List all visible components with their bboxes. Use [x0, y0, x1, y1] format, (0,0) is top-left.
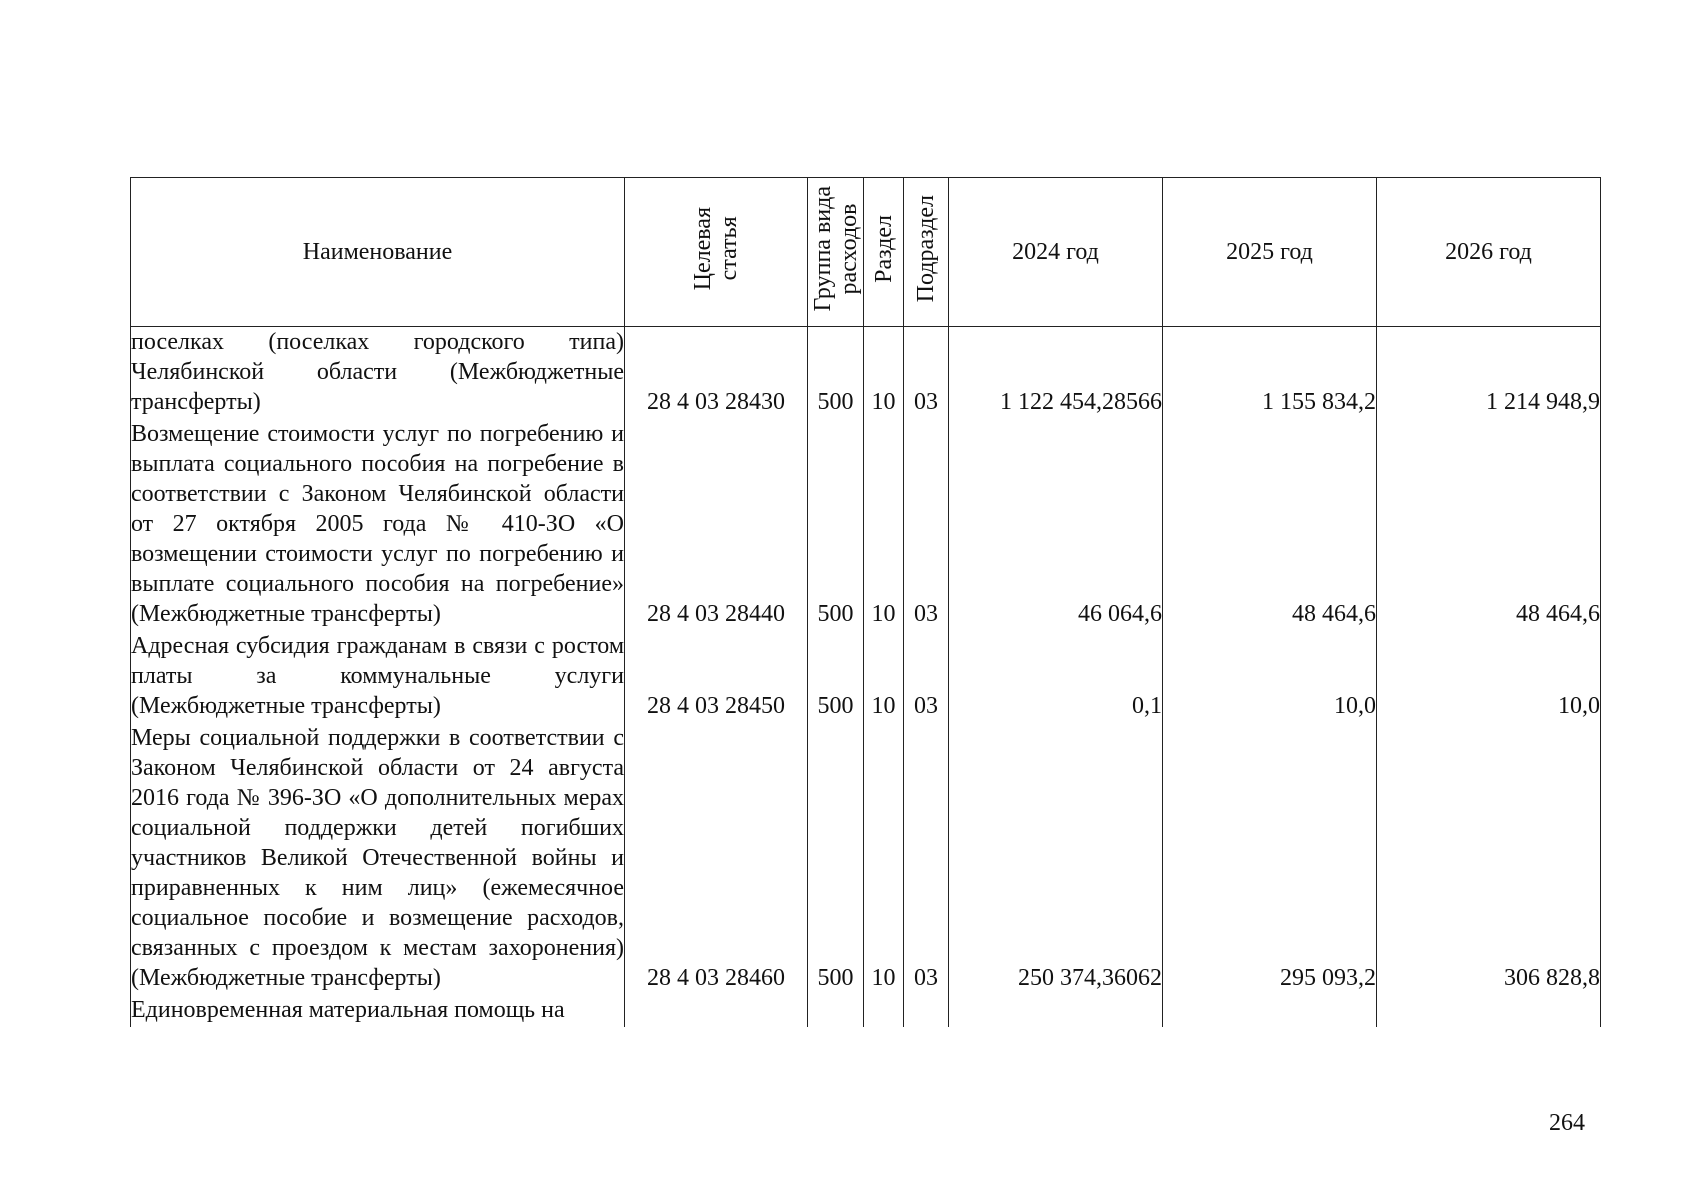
header-year-2024-label: 2024 год	[1012, 238, 1099, 265]
header-year-2026	[1377, 178, 1601, 327]
row-value-2024	[949, 995, 1163, 1027]
row-value-2024: 250 374,36062	[949, 723, 1163, 995]
header-subsection	[904, 178, 949, 327]
row-value-2026: 1 214 948,9	[1377, 327, 1601, 420]
row-name: поселках (поселках городского типа) Челябинской области (Межбюджетные трансферты)	[131, 327, 625, 420]
row-expense-group	[808, 995, 864, 1027]
row-section	[864, 995, 904, 1027]
row-expense-group: 500	[808, 419, 864, 631]
header-target-article-line2: статья	[716, 216, 742, 281]
row-target-article: 28 4 03 28460	[625, 723, 808, 995]
row-value-2024: 1 122 454,28566	[949, 327, 1163, 420]
header-section-label: Раздел	[870, 214, 897, 283]
row-value-2025: 48 464,6	[1163, 419, 1377, 631]
header-year-2025	[1163, 178, 1377, 327]
row-value-2025	[1163, 995, 1377, 1027]
header-year-2024	[949, 178, 1163, 327]
row-expense-group: 500	[808, 723, 864, 995]
header-expense-group-line1: Группа вида	[809, 185, 836, 312]
row-target-article: 28 4 03 28430	[625, 327, 808, 420]
table-header-row	[131, 178, 1601, 327]
row-subsection: 03	[904, 723, 949, 995]
row-name: Меры социальной поддержки в соответствии с Законом Челябинской области от 24 августа 2016 года № 396-ЗО «О дополнительных мерах социальной поддержки детей погибших участников Великой Отечественной войны и приравненных к ним лиц» (ежемесячное социальное пособие и возмещение расходов, связанных с проездом к местам захоронения) (Межбюджетные трансферты)	[131, 723, 625, 995]
row-subsection: 03	[904, 419, 949, 631]
header-name-label: Наименование	[302, 238, 453, 265]
row-section: 10	[864, 723, 904, 995]
row-value-2025: 1 155 834,2	[1163, 327, 1377, 420]
row-value-2024: 0,1	[949, 631, 1163, 723]
header-expense-group-label	[810, 186, 862, 311]
row-name: Единовременная материальная помощь на	[131, 995, 625, 1027]
row-target-article: 28 4 03 28440	[625, 419, 808, 631]
header-year-2025-label: 2025 год	[1226, 238, 1313, 265]
row-name: Возмещение стоимости услуг по погребению и выплата социального пособия на погребение в соответствии с Законом Челябинской области от 27 октября 2005 года № 410-ЗО «О возмещении стоимости услуг по погребению и выплате социального пособия на погребение» (Межбюджетные трансферты)	[131, 419, 625, 631]
row-target-article: 28 4 03 28450	[625, 631, 808, 723]
header-year-2026-label: 2026 год	[1445, 238, 1532, 265]
row-section: 10	[864, 419, 904, 631]
table-row	[131, 995, 1601, 1027]
row-value-2025: 10,0	[1163, 631, 1377, 723]
header-target-article	[625, 178, 808, 327]
table-row	[131, 419, 1601, 631]
row-value-2026: 10,0	[1377, 631, 1601, 723]
row-subsection: 03	[904, 327, 949, 420]
row-value-2026: 48 464,6	[1377, 419, 1601, 631]
row-expense-group: 500	[808, 327, 864, 420]
budget-table	[130, 177, 1601, 1027]
row-name: Адресная субсидия гражданам в связи с ростом платы за коммунальные услуги (Межбюджетные трансферты)	[131, 631, 625, 723]
header-target-article-label	[690, 207, 742, 290]
page-number: 264	[1549, 1110, 1585, 1136]
header-expense-group	[808, 178, 864, 327]
table-row	[131, 631, 1601, 723]
row-expense-group: 500	[808, 631, 864, 723]
header-name	[131, 178, 625, 327]
row-value-2024: 46 064,6	[949, 419, 1163, 631]
header-subsection-label: Подраздел	[913, 194, 939, 303]
row-target-article	[625, 995, 808, 1027]
table-row	[131, 327, 1601, 420]
row-subsection	[904, 995, 949, 1027]
row-value-2026: 306 828,8	[1377, 723, 1601, 995]
header-target-article-line1: Целевая	[690, 206, 716, 291]
header-section	[864, 178, 904, 327]
header-expense-group-line2: расходов	[835, 203, 862, 294]
row-section: 10	[864, 631, 904, 723]
row-value-2025: 295 093,2	[1163, 723, 1377, 995]
row-section: 10	[864, 327, 904, 420]
row-subsection: 03	[904, 631, 949, 723]
table-row	[131, 723, 1601, 995]
row-value-2026	[1377, 995, 1601, 1027]
